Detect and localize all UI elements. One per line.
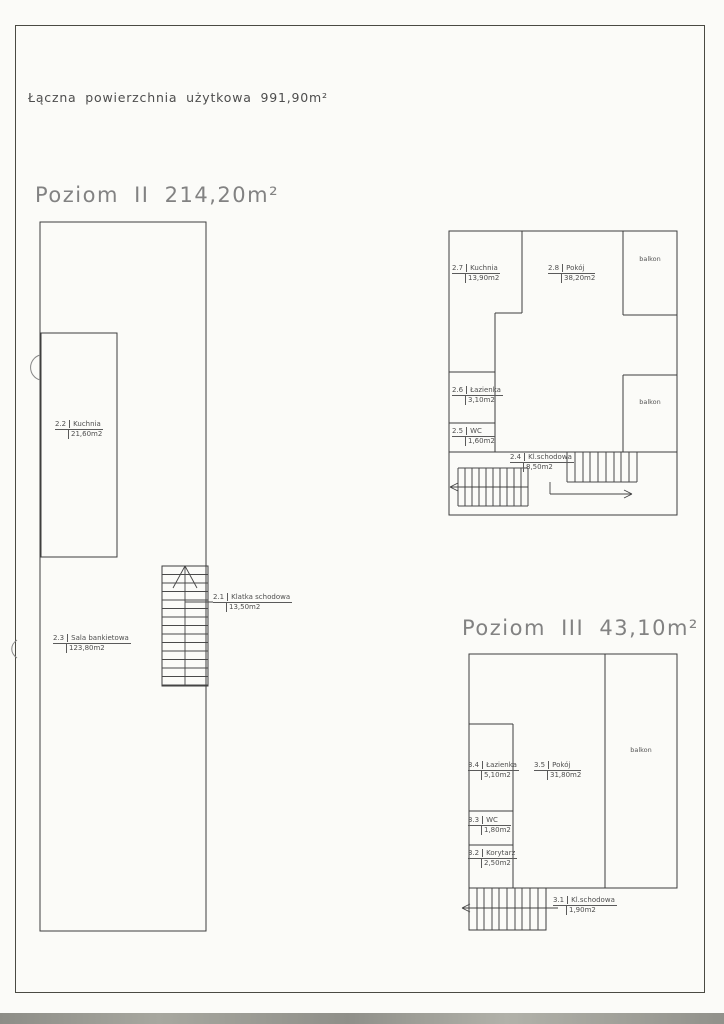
room-label-kuchnia-22 (55, 420, 103, 439)
room-number: 3.5 (534, 761, 549, 769)
room-area: 38,20m2 (561, 274, 595, 283)
room-number: 2.4 (510, 453, 525, 461)
room-number: 3.2 (468, 849, 483, 857)
room-name: Kl.schodowa (528, 453, 572, 461)
level3-title: Poziom III 43,10m² (462, 616, 699, 640)
room-name: Klatka schodowa (231, 593, 291, 601)
balkon-label: balkon (630, 746, 652, 754)
room-number: 3.3 (468, 816, 483, 824)
level2-main-linework (15, 222, 225, 937)
room-name: WC (470, 427, 482, 435)
room-area: 1,60m2 (465, 437, 495, 446)
room-name: Łazienka (470, 386, 501, 394)
room-number: 2.8 (548, 264, 563, 272)
room-label-kuchnia-27 (452, 264, 500, 283)
room-area: 21,60m2 (68, 430, 103, 439)
level3-plan (455, 654, 695, 939)
staircase-outline (469, 888, 546, 930)
kuchnia-wall (41, 333, 117, 557)
scan-edge-artifact (0, 1013, 724, 1024)
room-number: 3.1 (553, 896, 568, 904)
room-number: 2.1 (213, 593, 228, 601)
room-number: 2.5 (452, 427, 467, 435)
room-label-lazienka-34 (468, 761, 519, 780)
room-name: Kl.schodowa (571, 896, 615, 904)
room-name: Łazienka (486, 761, 517, 769)
room-number: 2.6 (452, 386, 467, 394)
level2-title: Poziom II 214,20m² (35, 183, 280, 207)
level2-main-plan (15, 222, 291, 937)
room-name: Pokój (552, 761, 571, 769)
stair-treads-right (567, 452, 637, 482)
room-area: 13,90m2 (465, 274, 500, 283)
balkon-top-wall (623, 231, 677, 315)
room-name: Sala bankietowa (71, 634, 129, 642)
balkon-bottom-wall (623, 375, 677, 452)
level2-annex-plan (445, 231, 690, 521)
stair-arrow-right (550, 482, 632, 498)
room-label-klatka-21 (213, 593, 292, 612)
room-area: 123,80m2 (66, 644, 131, 653)
room-name: Pokój (566, 264, 585, 272)
room-area: 1,80m2 (481, 826, 511, 835)
room-label-schody-24 (510, 453, 574, 472)
room-label-wc-33 (468, 816, 511, 835)
stair-arrow-left (450, 483, 528, 491)
room-label-pokoj-28 (548, 264, 595, 283)
door-arc (31, 355, 40, 380)
room-area: 2,50m2 (481, 859, 517, 868)
room-area: 8,50m2 (523, 463, 574, 472)
scan-mark (12, 640, 17, 658)
room-area: 1,90m2 (566, 906, 617, 915)
balkon-label-bottom: balkon (639, 398, 661, 406)
room-area: 13,50m2 (226, 603, 292, 612)
stair-arrow-left (462, 904, 558, 912)
room-label-korytarz-32 (468, 849, 517, 868)
stair-treads (477, 888, 538, 930)
room-label-sala-23 (53, 634, 131, 653)
room-name: Korytarz (486, 849, 516, 857)
room-number: 2.2 (55, 420, 70, 428)
room-label-lazienka-26 (452, 386, 503, 405)
room-area: 5,10m2 (481, 771, 519, 780)
outer-wall (40, 222, 206, 931)
room-name: Kuchnia (73, 420, 101, 428)
room-area: 31,80m2 (547, 771, 581, 780)
room-number: 3.4 (468, 761, 483, 769)
total-area-text: Łączna powierzchnia użytkowa 991,90m² (28, 90, 328, 105)
room-area: 3,10m2 (465, 396, 503, 405)
room-number: 2.3 (53, 634, 68, 642)
room-label-schody-31 (553, 896, 617, 915)
room-name: WC (486, 816, 498, 824)
room-number: 2.7 (452, 264, 467, 272)
room-label-wc-25 (452, 427, 495, 446)
balkon-label-top: balkon (639, 255, 661, 263)
room-name: Kuchnia (470, 264, 498, 272)
room-label-pokoj-35 (534, 761, 581, 780)
